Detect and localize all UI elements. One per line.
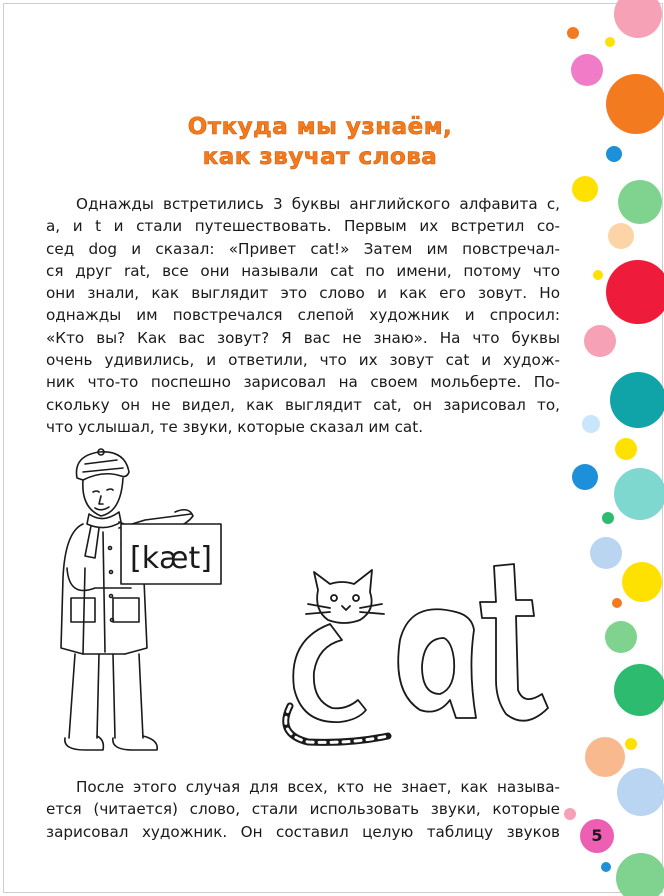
text-line: После этого случая для всех, кто не знает, как называ- <box>76 778 560 796</box>
story-paragraph <box>46 193 560 438</box>
text-line: ник что-то поспешно зарисовал на своем мольберте. По- <box>46 373 560 392</box>
transcription-sign-text: [kæt] <box>129 541 213 576</box>
text-line: a, и t и стали путешествовать. Первым их встретил со- <box>46 217 560 236</box>
text-line: сед dog и сказал: «Привет cat!» Затем им повстречал- <box>46 239 560 258</box>
text-line: что услышал, те звуки, которые сказал им cat. <box>46 417 424 436</box>
text-line: очень удивились, и ответили, что их зовут cat и худож- <box>46 351 560 370</box>
page-number-badge: 5 <box>580 819 614 853</box>
text-line: они знали, как выглядит это слово и как его зовут. Но <box>46 284 560 303</box>
page-title-line2: как звучат слова <box>202 144 438 170</box>
story-paragraph-continued <box>46 776 560 843</box>
artist-illustration <box>55 448 235 753</box>
text-line: «Кто вы? Как вас зовут? Я вас не знаю». На что буквы <box>46 328 560 347</box>
text-line: скольку он не видел, как выглядит cat, он зарисовал то, <box>46 395 560 414</box>
text-line: ется (читается) слово, стали использовать звуки, которые <box>46 800 560 819</box>
text-line: ся друг rat, все они называли cat по имени, потому что <box>46 261 560 280</box>
text-line: зарисовал художник. Он составил целую таблицу звуков <box>46 822 560 841</box>
text-line: однажды им повстречался слепой художник и спросил: <box>46 306 560 325</box>
text-line: Однажды встретились 3 буквы английского алфавита c, <box>76 195 560 213</box>
page-title-line1: Откуда мы узнаём, <box>187 114 453 140</box>
cat-illustration <box>280 560 560 750</box>
